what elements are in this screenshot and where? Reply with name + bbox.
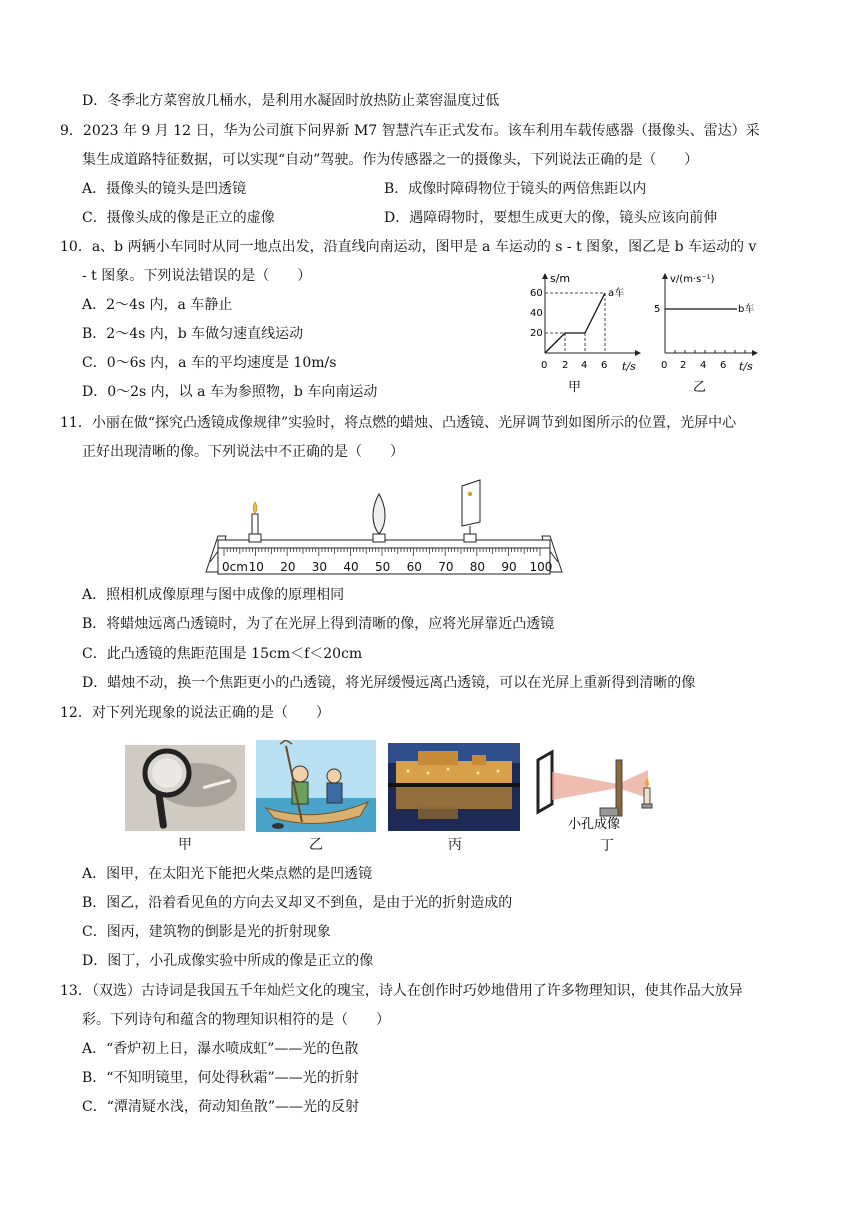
ruler-label: 90 [501,560,517,574]
q13-option-b: B．“不知明镜里，何处得秋霜”——光的折射 [82,1070,359,1086]
graph-a-ytick-60: 60 [530,288,543,299]
ruler-label: 70 [438,560,454,574]
ruler-label: 10 [248,560,264,574]
q9-option-b: B．成像时障碍物位于镜头的两倍焦距以内 [384,181,647,197]
light-screen [462,480,480,542]
graph-b-xtick-0: 0 [661,360,668,371]
q9-option-d: D．遇障碍物时，要想生成更大的像，镜头应该向前伸 [384,210,718,226]
ruler-label: 30 [311,560,328,574]
ruler-label: 50 [375,560,391,574]
q10-stem-line2: - t 图象。下列说法错误的是（ ） [82,268,312,284]
graph-a-xtick-2: 2 [562,360,569,371]
q10-option-d: D．0～2s 内，以 a 车为参照物，b 车向南运动 [82,384,378,400]
ruler-label: 40 [343,560,359,574]
q13-stem-line1: 13．（双选）古诗词是我国五千年灿烂文化的瑰宝，诗人在创作时巧妙地借用了许多物理知识，使其作品大放异 [60,983,743,999]
caption-jia: 甲 [178,837,192,853]
q10-stem-line1: 10．a、b 两辆小车同时从同一地点出发，沿直线向南运动，图甲是 a 车运动的 s - t 图象，图乙是 b 车运动的 v [60,239,757,255]
graph-a-xtick-6: 6 [601,360,608,371]
photo-reflection [388,743,520,831]
graph-a-caption: 甲 [568,380,582,395]
graph-b-series-label: b车 [738,304,755,315]
graph-b-ylabel: v/(m·s⁻¹) [670,274,715,285]
candle [249,502,261,542]
graph-a-ylabel: s/m [550,272,571,285]
ruler-label: 80 [469,560,486,574]
ruler-label: 60 [406,560,422,574]
graph-b-xtick-4: 4 [700,360,707,371]
q10-option-c: C．0～6s 内，a 车的平均速度是 10m/s [82,355,337,371]
q9-option-a: A．摄像头的镜头是凹透镜 [82,181,247,197]
q11-option-a: A．照相机成像原理与图中成像的原理相同 [82,587,345,603]
ruler-label: 20 [280,560,296,574]
pinhole-camera-diagram [530,742,670,854]
ruler-label: 0cm [222,560,248,574]
graph-a-series-a [545,293,605,353]
graph-b-v-t [645,268,765,396]
q9-stem-line2: 集生成道路特征数据，可以实现“自动”驾驶。作为传感器之一的摄像头，下列说法正确的是（ ） [82,152,699,168]
q12-option-b: B．图乙，沿着看见鱼的方向去叉却叉不到鱼，是由于光的折射造成的 [82,895,513,911]
q11-stem-line1: 11．小丽在做“探究凸透镜成像规律”实验时，将点燃的蜡烛、凸透镜、光屏调节到如图所示的位置，光屏中心 [60,415,737,431]
q11-stem-line2: 正好出现清晰的像。下列说法中不正确的是（ ） [82,444,404,460]
graph-b-ytick-5: 5 [654,304,661,315]
photo-magnifier [125,745,245,831]
graph-a-xlabel: t/s [622,360,636,373]
optical-bench-diagram [198,476,570,580]
q8-option-d: D．冬季北方菜窖放几桶水，是利用水凝固时放热防止菜窖温度过低 [82,93,500,109]
q11-option-b: B．将蜡烛远离凸透镜时，为了在光屏上得到清晰的像，应将光屏靠近凸透镜 [82,616,555,632]
q13-stem-line2: 彩。下列诗句和蕴含的物理知识相符的是（ ） [82,1012,390,1028]
q12-option-d: D．图丁，小孔成像实验中所成的像是正立的像 [82,953,374,969]
pinhole-label: 小孔成像 [568,817,621,832]
q11-option-d: D．蜡烛不动，换一个焦距更小的凸透镜，将光屏缓慢远离凸透镜，可以在光屏上重新得到清晰的像 [82,675,696,691]
graph-b-xtick-6: 6 [720,360,727,371]
photo-fishing [256,740,376,832]
ruler-label: 100 [529,560,553,574]
graph-a-xtick-4: 4 [581,360,588,371]
graph-a-ytick-20: 20 [530,328,543,339]
caption-ding: 丁 [600,838,614,854]
q13-option-a: A．“香炉初上日，瀑水喷成虹”——光的色散 [82,1041,359,1057]
graph-b-caption: 乙 [693,380,707,395]
graph-a-s-t [520,268,650,396]
convex-lens [373,494,385,542]
graph-a-xtick-0: 0 [541,360,548,371]
q10-option-b: B．2～4s 内，b 车做匀速直线运动 [82,326,304,342]
q12-stem: 12．对下列光现象的说法正确的是（ ） [60,705,330,721]
q11-option-c: C．此凸透镜的焦距范围是 15cm＜f＜20cm [82,646,363,662]
graph-a-series-label: a车 [608,288,625,299]
caption-bing: 丙 [448,837,462,853]
q12-option-c: C．图丙，建筑物的倒影是光的折射现象 [82,924,331,940]
q12-option-a: A．图甲，在太阳光下能把火柴点燃的是凹透镜 [82,866,373,882]
graph-a-ytick-40: 40 [530,308,543,319]
caption-yi: 乙 [309,837,323,853]
graph-b-xtick-2: 2 [680,360,687,371]
q9-stem-line1: 9．2023 年 9 月 12 日，华为公司旗下问界新 M7 智慧汽车正式发布。该车利用车载传感器（摄像头、雷达）采 [60,123,760,139]
q10-option-a: A．2～4s 内，a 车静止 [82,297,233,313]
graph-b-xlabel: t/s [739,360,753,373]
q9-option-c: C．摄像头成的像是正立的虚像 [82,210,275,226]
q13-option-c: C．“潭清疑水浅，荷动知鱼散”——光的反射 [82,1099,360,1115]
